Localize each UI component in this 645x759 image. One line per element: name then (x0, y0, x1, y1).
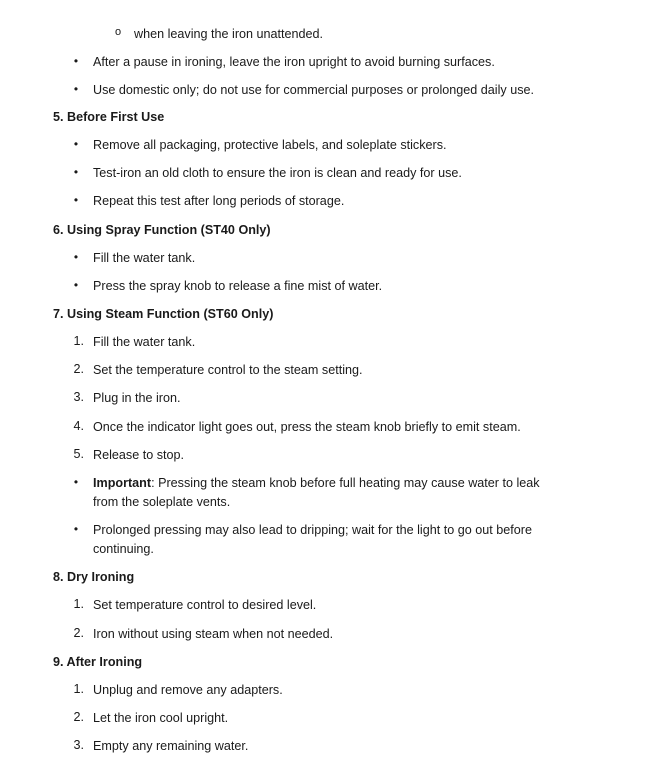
section-heading-before-first-use: 5. Before First Use (53, 110, 165, 124)
bullet-marker: • (73, 278, 79, 292)
bullet-marker: • (73, 193, 79, 207)
number-marker: 5. (73, 447, 84, 461)
prolonged-note-text: Prolonged pressing may also lead to dripping; wait for the light to go out before (93, 523, 532, 537)
section-heading-after-ironing: 9. After Ironing (53, 655, 143, 669)
section-heading-steam-function: 7. Using Steam Function (ST60 Only) (53, 307, 274, 321)
list-item-text: Use domestic only; do not use for commercial purposes or prolonged daily use. (93, 83, 535, 97)
list-item-text: Iron without using steam when not needed. (93, 627, 334, 641)
number-marker: 3. (73, 738, 84, 752)
section-heading-dry-ironing: 8. Dry Ironing (53, 570, 135, 584)
important-note-text: : Pressing the steam knob before full heating may cause water to leak (151, 476, 540, 490)
number-marker: 2. (73, 362, 84, 376)
list-item-text: Fill the water tank. (93, 335, 196, 349)
list-item-text: Empty any remaining water. (93, 739, 249, 753)
section-heading-spray-function: 6. Using Spray Function (ST40 Only) (53, 223, 271, 237)
sub-bullet-marker: o (114, 26, 122, 38)
list-item-text: After a pause in ironing, leave the iron upright to avoid burning surfaces. (93, 55, 495, 69)
number-marker: 2. (73, 710, 84, 724)
list-item-text: Remove all packaging, protective labels, and soleplate stickers. (93, 138, 447, 152)
number-marker: 1. (73, 334, 84, 348)
bullet-marker: • (73, 165, 79, 179)
list-item-text: Plug in the iron. (93, 391, 181, 405)
bullet-marker: • (73, 82, 79, 96)
bullet-marker: • (73, 137, 79, 151)
list-item-text: Fill the water tank. (93, 251, 196, 265)
list-item-text: Let the iron cool upright. (93, 711, 229, 725)
bullet-marker: • (73, 54, 79, 68)
bullet-marker: • (73, 250, 79, 264)
number-marker: 1. (73, 597, 84, 611)
list-item-text: Test-iron an old cloth to ensure the iron is clean and ready for use. (93, 166, 462, 180)
bullet-marker: • (73, 522, 79, 536)
number-marker: 3. (73, 390, 84, 404)
list-item-text: Release to stop. (93, 448, 185, 462)
number-marker: 4. (73, 419, 84, 433)
list-item-text: Set temperature control to desired level. (93, 598, 317, 612)
important-label: Important (93, 476, 152, 490)
important-note-line (93, 475, 540, 491)
number-marker: 1. (73, 682, 84, 696)
list-item-text: Repeat this test after long periods of storage. (93, 194, 345, 208)
number-marker: 2. (73, 626, 84, 640)
list-item-text: Unplug and remove any adapters. (93, 683, 283, 697)
list-item-text: Press the spray knob to release a fine mist of water. (93, 279, 383, 293)
important-note-continuation: from the soleplate vents. (93, 495, 231, 509)
list-item-text: Set the temperature control to the steam setting. (93, 363, 363, 377)
sub-bullet-text: when leaving the iron unattended. (134, 27, 324, 41)
bullet-marker: • (73, 475, 79, 489)
list-item-text: Once the indicator light goes out, press the steam knob briefly to emit steam. (93, 420, 521, 434)
prolonged-note-continuation: continuing. (93, 542, 154, 556)
